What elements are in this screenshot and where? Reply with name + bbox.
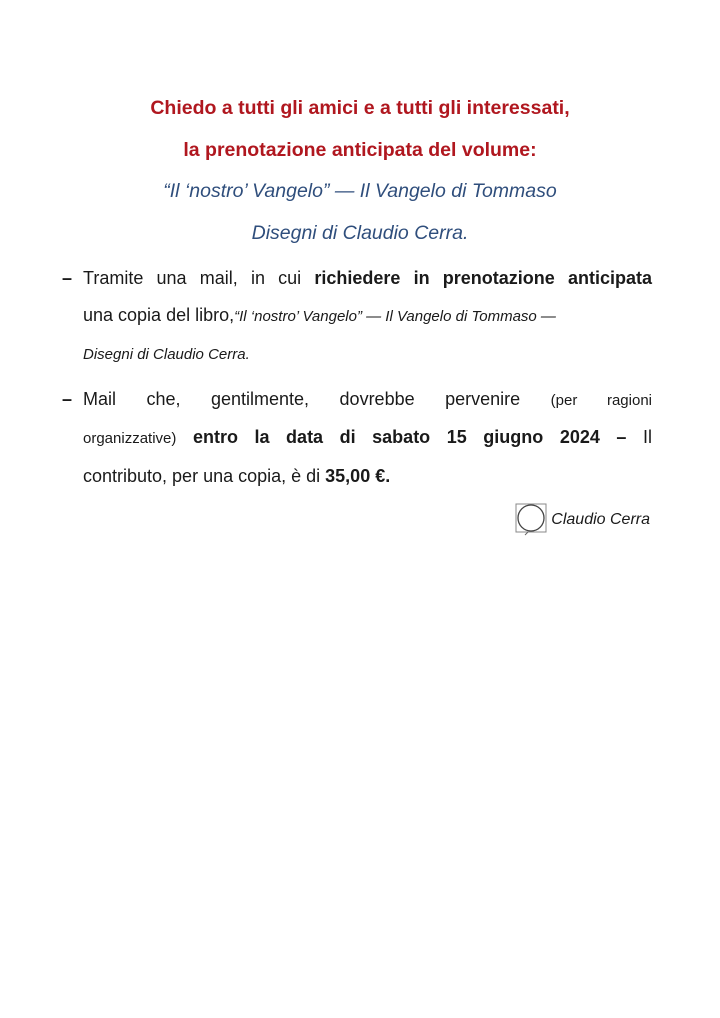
item1-bold-text: richiedere in prenotazione anticipata <box>314 268 653 288</box>
item2-price: 35,00 €. <box>325 465 391 486</box>
header-line-booking: la prenotazione anticipata del volume: <box>183 138 537 161</box>
item1-illustrations: Disegni di Claudio Cerra. <box>83 346 250 363</box>
list-dash: – <box>62 268 73 288</box>
list-item-mail-request <box>62 260 652 374</box>
item2-contribution-text: contributo, per una copia, è di <box>83 465 326 486</box>
item1-text: Tramite una mail, in cui <box>83 268 315 288</box>
item2-line2-end: Il <box>643 427 652 447</box>
item1-book-title: “Il ‘nostro’ Vangelo” — Il Vangelo di Tommaso — <box>234 307 556 325</box>
list-item-deadline <box>62 381 652 495</box>
header-line-illustrations: Disegni di Claudio Cerra. <box>251 221 469 244</box>
signature-name: Claudio Cerra <box>551 511 650 528</box>
item1-line1 <box>83 260 652 297</box>
instruction-list <box>62 260 652 501</box>
item2-organizational: organizzative) <box>83 430 177 447</box>
header-line-request: Chiedo a tutti gli amici e a tutti gli interessati, <box>150 97 570 119</box>
item2-line3 <box>83 458 652 495</box>
item1-line3 <box>83 335 652 374</box>
item2-text: Mail che, gentilmente, dovrebbe pervenire <box>83 388 521 409</box>
signature-placeholder-icon <box>515 503 549 537</box>
signature-block <box>515 500 650 540</box>
item1-line2 <box>83 297 652 336</box>
list-dash: – <box>62 388 73 409</box>
header-block <box>0 88 720 254</box>
item2-small-text: (per ragioni <box>550 391 652 409</box>
item1-copy-text: una copia del libro, <box>83 304 235 325</box>
item2-line1 <box>83 381 652 420</box>
item2-line2 <box>83 419 652 458</box>
item2-deadline: entro la data di sabato 15 giugno 2024 – <box>192 427 627 447</box>
header-line-book-title: “Il ‘nostro’ Vangelo” — Il Vangelo di Tommaso <box>163 180 557 202</box>
